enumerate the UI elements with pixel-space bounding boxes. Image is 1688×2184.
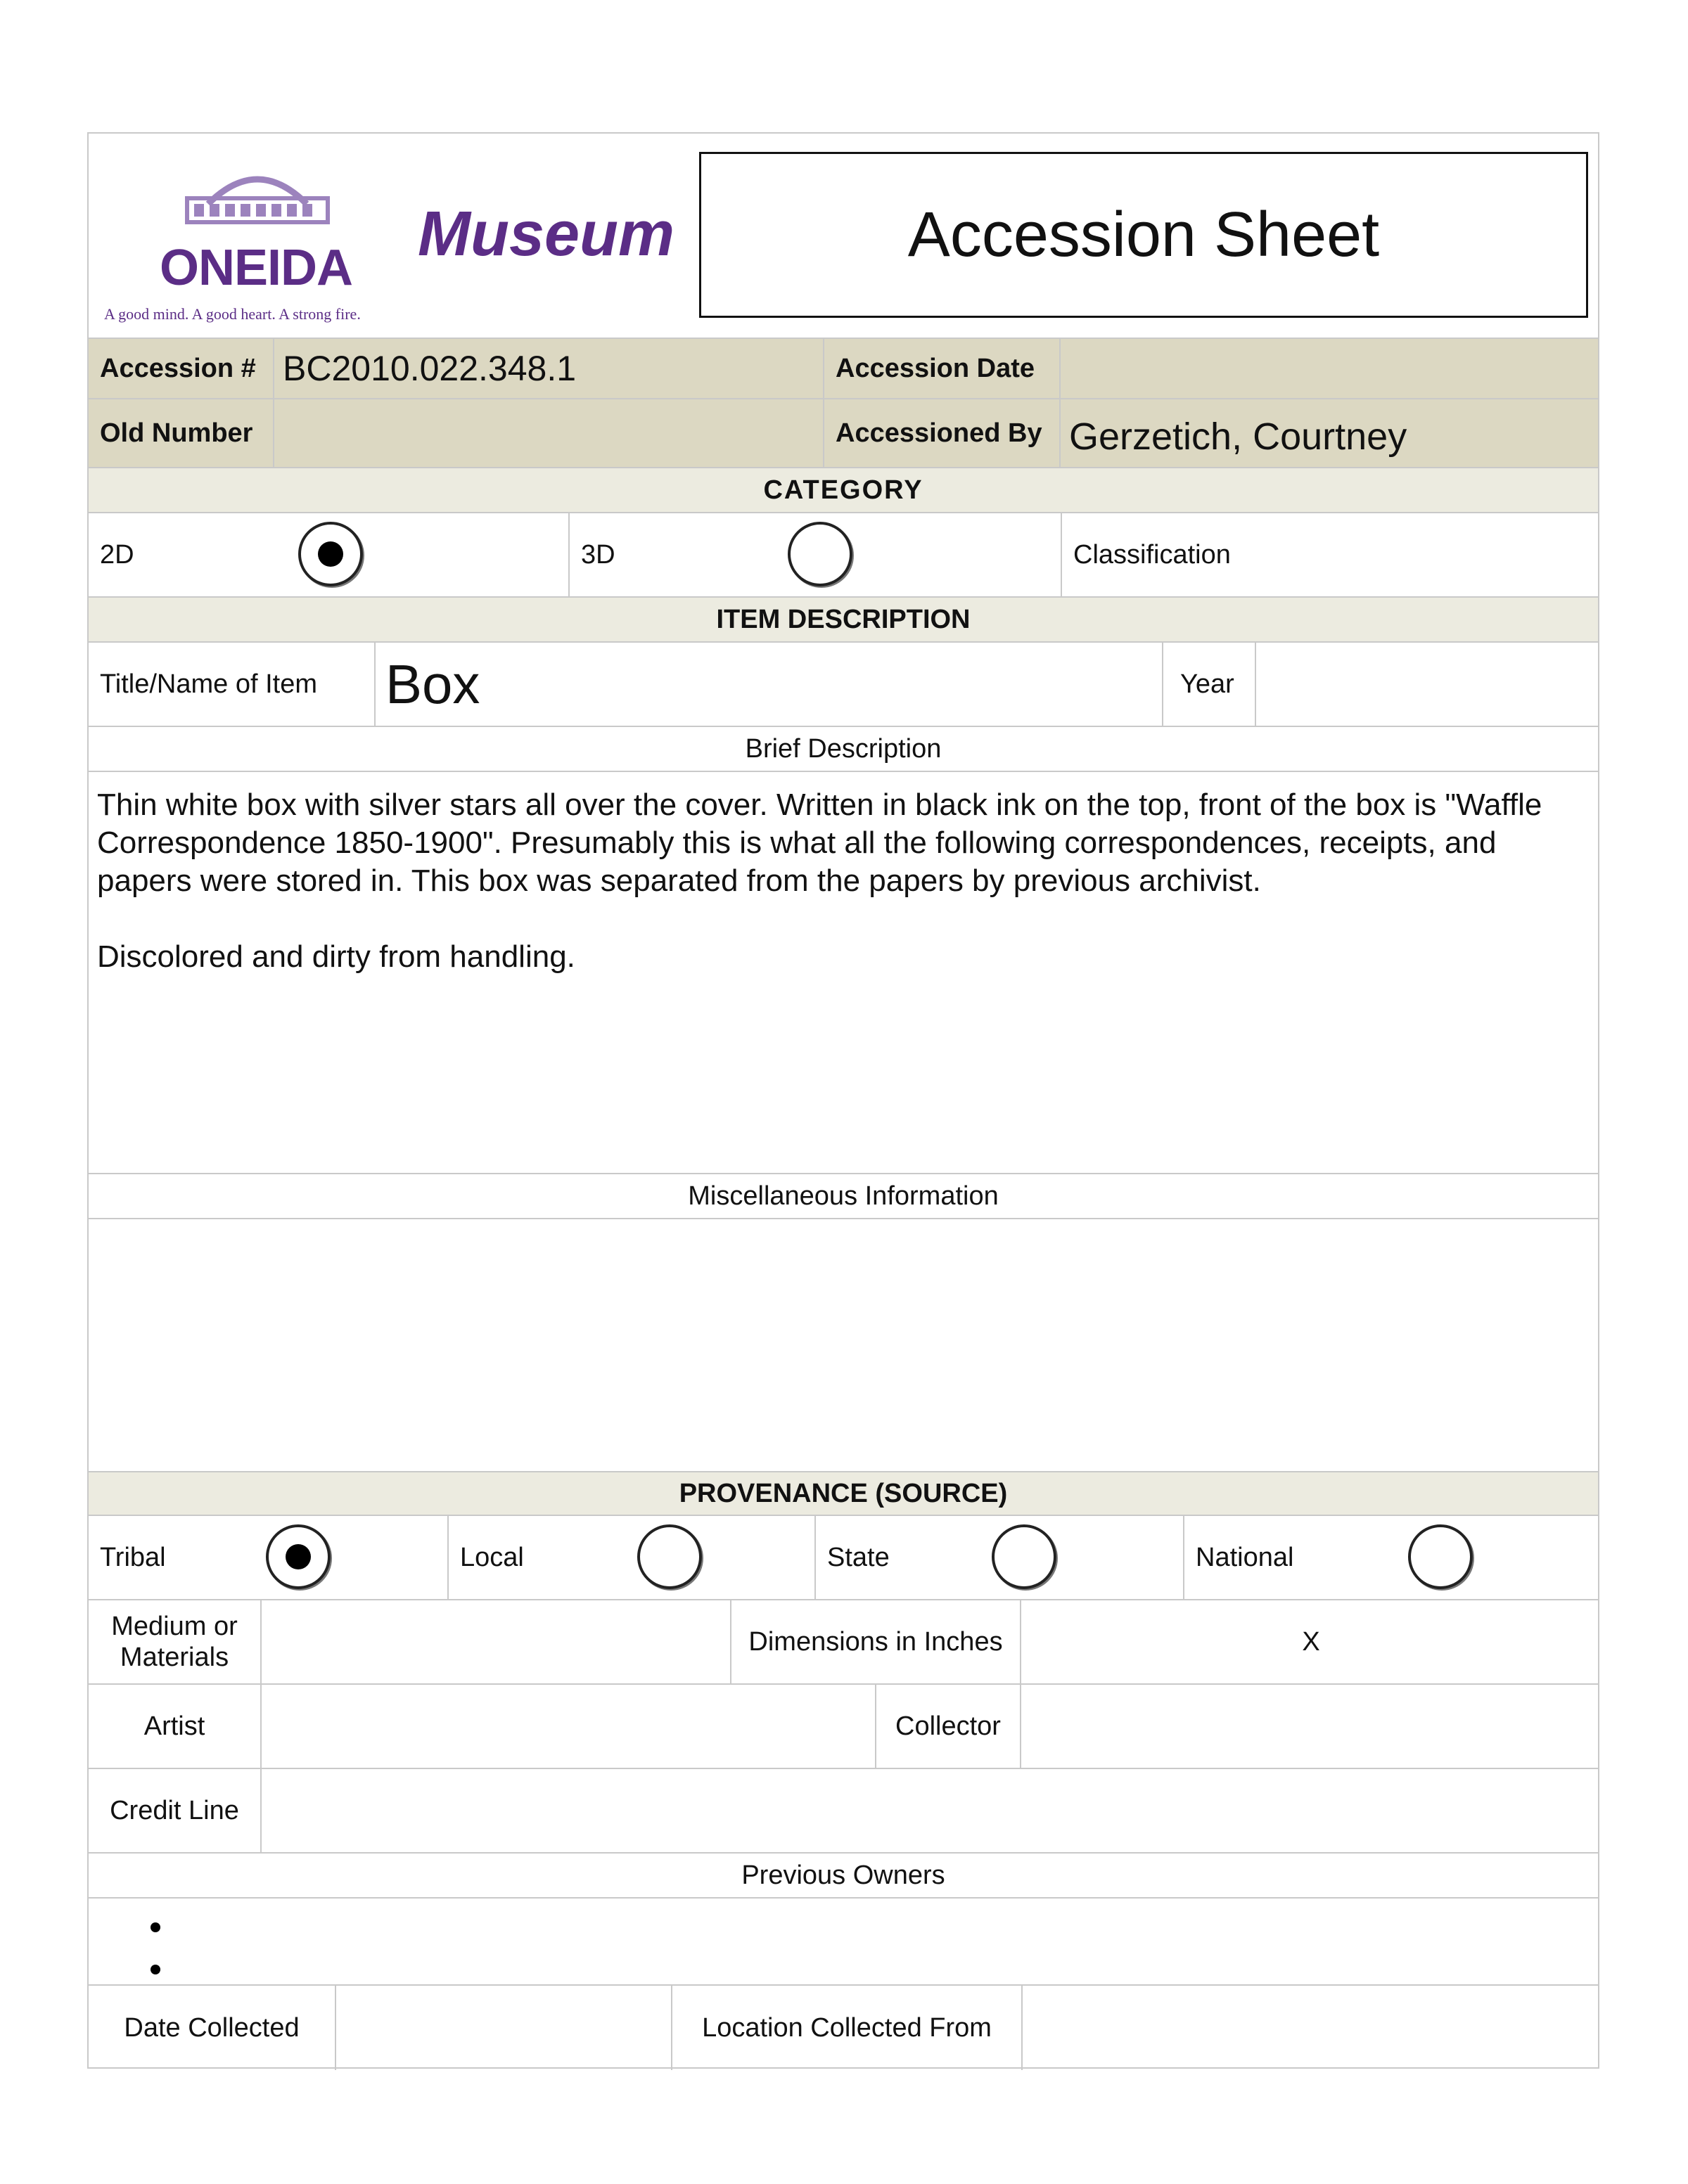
previous-owners-field[interactable] [89, 1899, 1598, 1986]
date-collected-field[interactable] [336, 1986, 672, 2070]
artist-field[interactable] [262, 1685, 876, 1768]
classification-label[interactable]: Classification [1073, 539, 1231, 570]
accession-number-label: Accession # [89, 339, 274, 398]
item-title-field[interactable]: Box [376, 643, 1163, 726]
provenance-local-label: Local [460, 1542, 524, 1572]
location-collected-field[interactable] [1023, 1986, 1601, 2070]
item-title-label: Title/Name of Item [89, 643, 376, 726]
provenance-national-cell [1184, 1516, 1601, 1599]
collector-label: Collector [876, 1685, 1021, 1768]
medium-row [89, 1600, 1598, 1685]
category-2d-label: 2D [100, 539, 134, 570]
brand-tagline: A good mind. A good heart. A strong fire. [104, 305, 361, 323]
accession-number-row [89, 338, 1598, 399]
credit-line-field[interactable] [262, 1769, 1601, 1852]
category-row [89, 513, 1598, 598]
brand-name: ONEIDA [159, 240, 353, 296]
provenance-national-label: National [1196, 1542, 1294, 1572]
brief-description-field[interactable] [89, 772, 1598, 1174]
provenance-heading: PROVENANCE (SOURCE) [679, 1478, 1008, 1508]
misc-info-field[interactable] [89, 1219, 1598, 1472]
provenance-state-cell [816, 1516, 1184, 1599]
museum-label: Museum [418, 199, 675, 269]
category-heading-row [89, 468, 1598, 513]
item-description-heading-row [89, 598, 1598, 643]
accession-sheet-form [87, 132, 1599, 2069]
header-logo-area [89, 134, 693, 336]
provenance-row [89, 1516, 1598, 1600]
oneida-logo-icon [166, 162, 349, 246]
accession-number-field[interactable]: BC2010.022.348.1 [274, 339, 824, 398]
collector-field[interactable] [1021, 1685, 1601, 1768]
dimensions-label: Dimensions in Inches [731, 1600, 1021, 1683]
misc-info-label: Miscellaneous Information [688, 1181, 999, 1211]
brief-description-heading-row [89, 727, 1598, 772]
brief-description-label: Brief Description [745, 733, 942, 764]
category-3d-label: 3D [581, 539, 615, 570]
item-description-heading: ITEM DESCRIPTION [716, 604, 971, 634]
page-title: Accession Sheet [699, 152, 1588, 318]
accession-date-label: Accession Date [824, 339, 1061, 398]
credit-line-row [89, 1769, 1598, 1854]
brief-description-paragraph-1: Thin white box with silver stars all over the cover. Written in black ink on the top, front of the box is "Waffle Correspondence 1850-1900". Presumably this is what all the following correspondences, receipts, and papers were stored in. This box was separated from the papers by previous archivist. [97, 788, 1542, 898]
category-2d-cell [89, 513, 570, 596]
provenance-local-cell [449, 1516, 816, 1599]
location-collected-label: Location Collected From [672, 1986, 1023, 2070]
category-3d-cell [570, 513, 1062, 596]
previous-owners-label: Previous Owners [741, 1860, 945, 1890]
previous-owners-heading-row [89, 1854, 1598, 1899]
category-2d-radio[interactable] [298, 522, 363, 586]
artist-row [89, 1685, 1598, 1769]
category-3d-radio[interactable] [788, 522, 852, 586]
collection-row [89, 1986, 1598, 2070]
provenance-national-radio[interactable] [1408, 1524, 1473, 1589]
year-label: Year [1163, 643, 1256, 726]
brief-description-paragraph-2: Discolored and dirty from handling. [97, 939, 575, 974]
old-number-label: Old Number [89, 399, 274, 467]
owner-bullet-icon [151, 1922, 160, 1932]
provenance-tribal-label: Tribal [100, 1542, 166, 1572]
provenance-state-radio[interactable] [992, 1524, 1056, 1589]
provenance-tribal-radio[interactable] [266, 1524, 331, 1589]
provenance-local-radio[interactable] [637, 1524, 702, 1589]
category-heading: CATEGORY [763, 475, 923, 505]
accessioned-by-field[interactable]: Gerzetich, Courtney [1069, 416, 1407, 458]
artist-label: Artist [89, 1685, 262, 1768]
medium-label: Medium or Materials [89, 1600, 262, 1683]
owner-bullet-icon [151, 1965, 160, 1974]
provenance-state-label: State [827, 1542, 890, 1572]
provenance-heading-row [89, 1472, 1598, 1516]
provenance-tribal-cell [89, 1516, 449, 1599]
medium-field[interactable] [262, 1600, 731, 1683]
accessioned-by-label: Accessioned By [824, 399, 1061, 467]
accession-date-field[interactable] [1061, 339, 1601, 398]
item-title-row [89, 643, 1598, 727]
old-number-row [89, 399, 1598, 468]
year-field[interactable] [1256, 643, 1601, 726]
brief-description-text [97, 786, 1570, 976]
old-number-field[interactable] [274, 399, 824, 467]
date-collected-label: Date Collected [89, 1986, 336, 2070]
credit-line-label: Credit Line [89, 1769, 262, 1852]
misc-info-heading-row [89, 1174, 1598, 1219]
dimensions-field[interactable]: X [1302, 1626, 1320, 1657]
